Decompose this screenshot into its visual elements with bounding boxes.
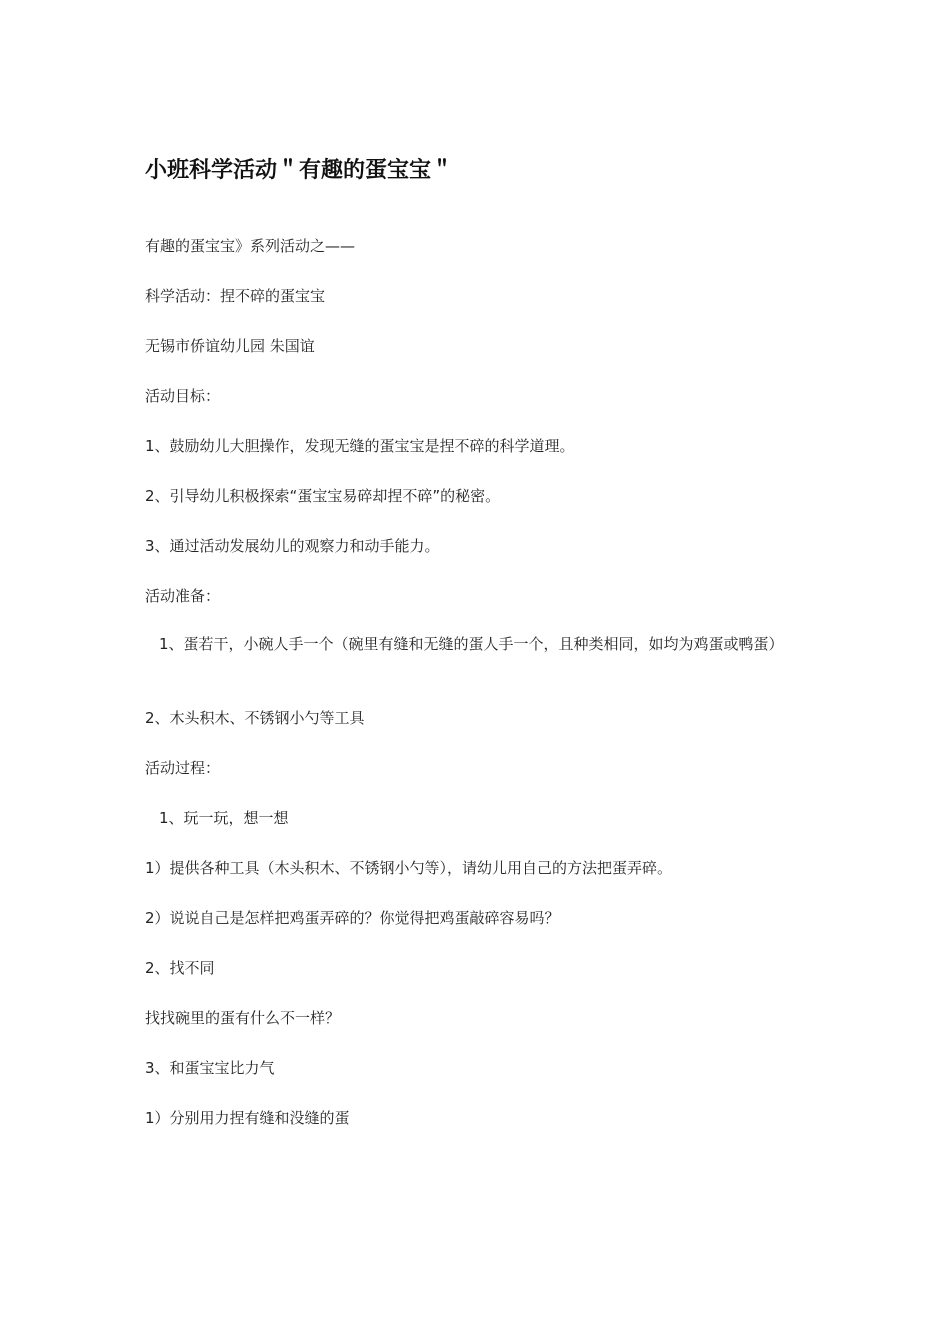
process-step-2: 2、找不同 bbox=[145, 959, 215, 977]
document-title: 小班科学活动＂有趣的蛋宝宝＂ bbox=[145, 158, 454, 183]
paragraph-series: 有趣的蛋宝宝》系列活动之—— bbox=[145, 237, 356, 255]
process-step-3: 3、和蛋宝宝比力气 bbox=[145, 1059, 275, 1077]
process-step-3-sub-1: 1）分别用力捏有缝和没缝的蛋 bbox=[145, 1109, 350, 1127]
goal-item-1: 1、鼓励幼儿大胆操作，发现无缝的蛋宝宝是捏不碎的科学道理。 bbox=[145, 437, 575, 455]
paragraph-activity-name: 科学活动：捏不碎的蛋宝宝 bbox=[145, 287, 326, 305]
process-step-1-sub-1: 1）提供各种工具（木头积木、不锈钢小勺等），请幼儿用自己的方法把蛋弄碎。 bbox=[145, 859, 673, 877]
preparation-item-2: 2、木头积木、不锈钢小勺等工具 bbox=[145, 709, 365, 727]
process-step-1: 1、玩一玩，想一想 bbox=[159, 809, 289, 827]
goal-item-2: 2、引导幼儿积极探索“蛋宝宝易碎却捏不碎”的秘密。 bbox=[145, 487, 501, 505]
process-step-1-sub-2: 2）说说自己是怎样把鸡蛋弄碎的？你觉得把鸡蛋敲碎容易吗？ bbox=[145, 909, 560, 927]
goal-item-3: 3、通过活动发展幼儿的观察力和动手能力。 bbox=[145, 537, 440, 555]
heading-process: 活动过程： bbox=[145, 759, 221, 777]
heading-goals: 活动目标： bbox=[145, 387, 221, 405]
preparation-item-1: 1、蛋若干，小碗人手一个（碗里有缝和无缝的蛋人手一个，且种类相同，如均为鸡蛋或鸭蛋） bbox=[159, 635, 784, 653]
paragraph-author: 无锡市侨谊幼儿园 朱国谊 bbox=[145, 337, 315, 355]
heading-preparation: 活动准备： bbox=[145, 587, 221, 605]
process-step-2-detail: 找找碗里的蛋有什么不一样？ bbox=[145, 1009, 341, 1027]
